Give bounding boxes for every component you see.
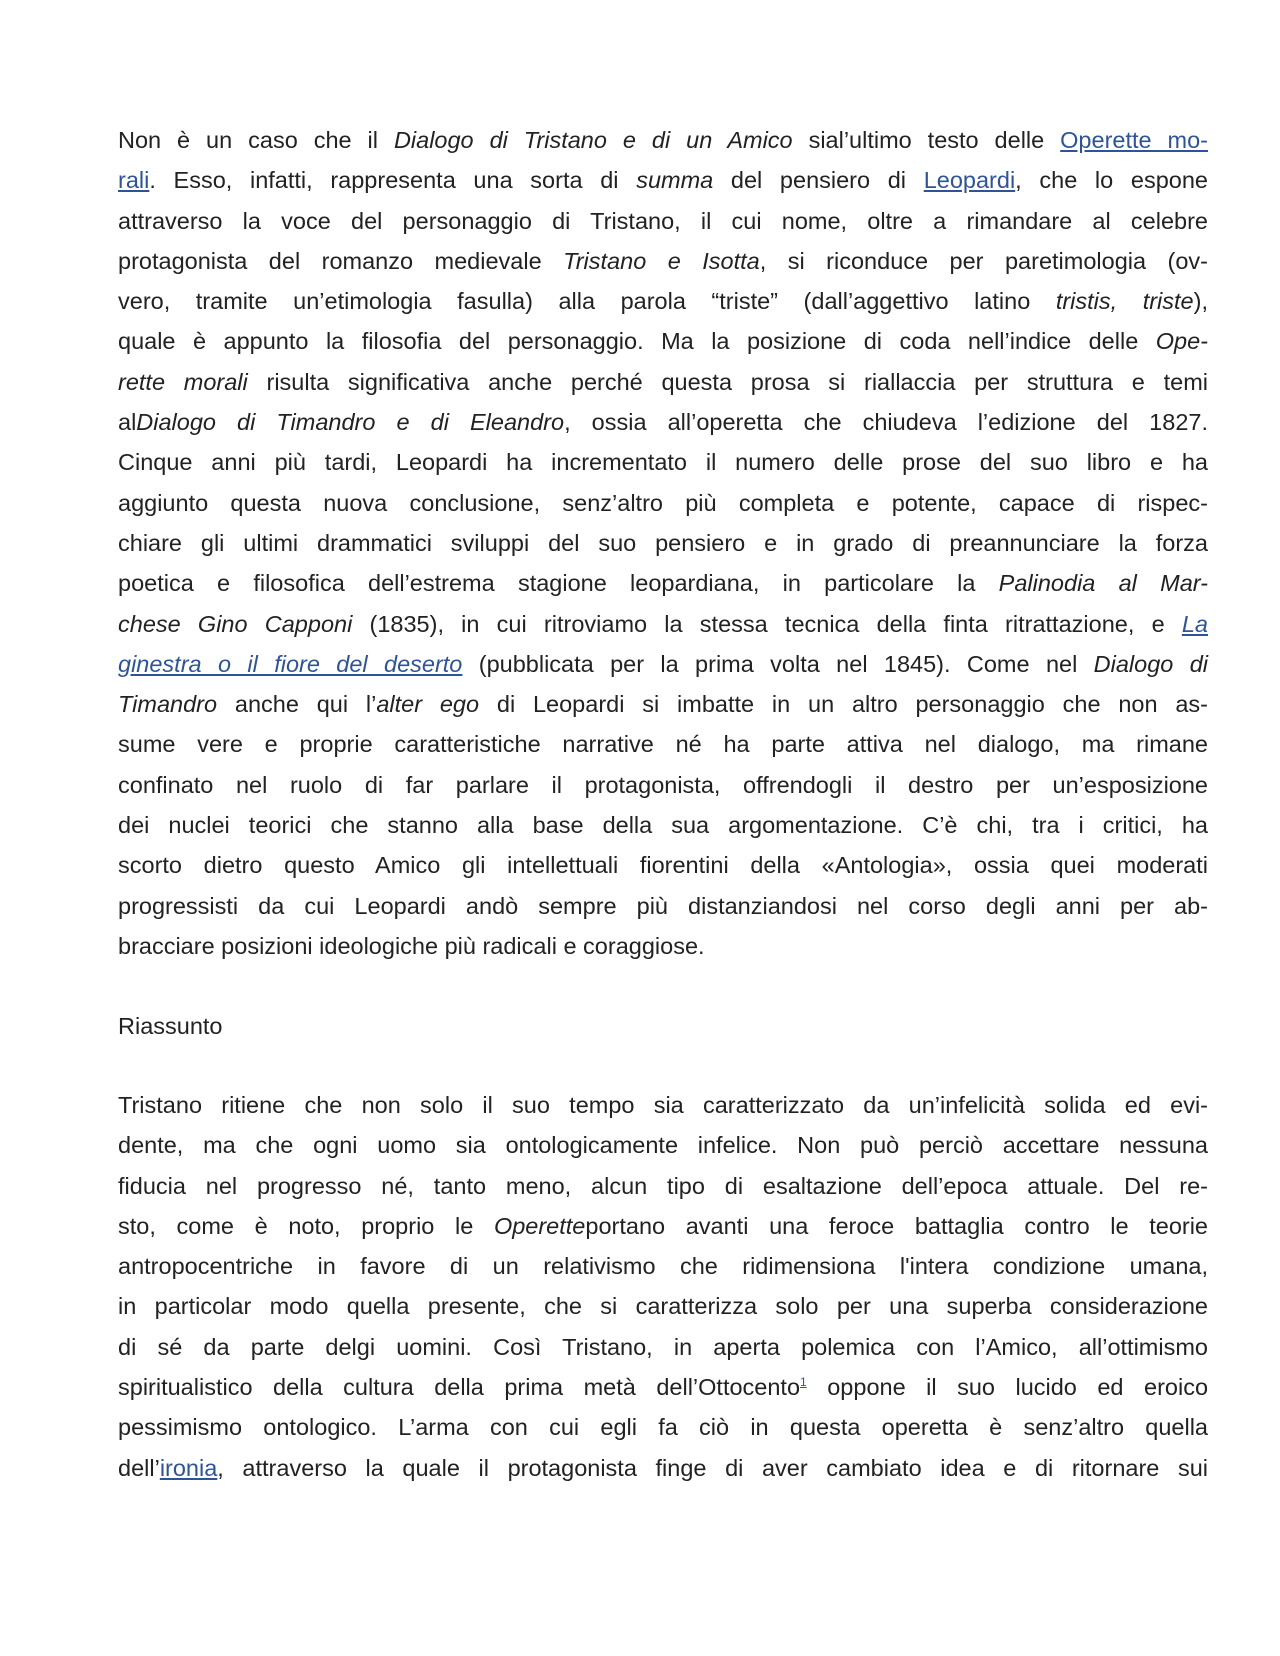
text-line: fiducia nel progresso né, tanto meno, alcun tipo di esaltazione dell’epoca attuale. Del re- bbox=[118, 1172, 1208, 1199]
text-line: dente, ma che ogni uomo sia ontologicamente infelice. Non può perciò accettare nessuna bbox=[118, 1132, 1208, 1159]
link-operette-morali[interactable]: Operette mo- bbox=[1060, 127, 1209, 153]
text-line: aggiunto questa nuova conclusione, senz’altro più completa e potente, capace di rispec- bbox=[118, 489, 1208, 516]
text-line: chiare gli ultimi drammatici sviluppi del suo pensiero e in grado di preannunciare la forza bbox=[118, 529, 1208, 556]
text-line: dei nuclei teorici che stanno alla base della sua argomentazione. C’è chi, tra i critici, ha bbox=[118, 812, 1208, 839]
text-line: pessimismo ontologico. L’arma con cui egli fa ciò in questa operetta è senz’altro quella bbox=[118, 1414, 1208, 1441]
text-line: attraverso la voce del personaggio di Tristano, il cui nome, oltre a rimandare al celebre bbox=[118, 207, 1208, 234]
text-line: in particolar modo quella presente, che si caratterizza solo per una superba considerazione bbox=[118, 1293, 1208, 1320]
text-line: Tristano ritiene che non solo il suo tempo sia caratterizzato da un’infelicità solida ed evi- bbox=[118, 1092, 1208, 1118]
link-operette-morali-cont[interactable]: rali bbox=[118, 167, 150, 194]
text-line: protagonista del romanzo medievale Tristano e Isotta, si riconduce per paretimologia (ov- bbox=[118, 247, 1208, 274]
paragraph-introduction bbox=[118, 120, 1208, 966]
section-heading-riassunto: Riassunto bbox=[118, 1013, 223, 1039]
text-line: ginestra o il fiore del deserto (pubblicata per la prima volta nel 1845). Come nel Dialogo di bbox=[118, 650, 1209, 677]
paragraph-riassunto bbox=[118, 1085, 1208, 1488]
text-line: rette morali risulta significativa anche perché questa prosa si riallaccia per struttura e temi bbox=[118, 368, 1208, 395]
text-line: antropocentriche in favore di un relativismo che ridimensiona l'intera condizione umana, bbox=[118, 1253, 1208, 1280]
link-la-ginestra[interactable]: La bbox=[1181, 610, 1208, 637]
text-line: confinato nel ruolo di far parlare il protagonista, offrendogli il destro per un’esposizione bbox=[118, 771, 1208, 798]
text-line: scorto dietro questo Amico gli intellettuali fiorentini della «Antologia», ossia quei moderati bbox=[118, 852, 1208, 879]
text-line: Non è un caso che il Dialogo di Tristano e di un Amico sial’ultimo testo delle Operette mo- bbox=[118, 127, 1209, 153]
link-leopardi[interactable]: Leopardi bbox=[923, 167, 1016, 194]
text-line-last: bracciare posizioni ideologiche più radicali e coraggiose. bbox=[118, 932, 705, 959]
text-line: dell’ironia, attraverso la quale il protagonista finge di aver cambiato idea e di ritornare sui bbox=[118, 1454, 1208, 1481]
text-line: poetica e filosofica dell’estrema stagione leopardiana, in particolare la Palinodia al Mar- bbox=[118, 570, 1209, 597]
text-line: chese Gino Capponi (1835), in cui ritroviamo la stessa tecnica della finta ritrattazione, e La bbox=[118, 610, 1208, 637]
link-la-ginestra-cont[interactable]: ginestra o il fiore del deserto bbox=[118, 650, 463, 677]
text-line: vero, tramite un’etimologia fasulla) alla parola “triste” (dall’aggettivo latino tristis, triste), bbox=[118, 288, 1208, 315]
text-line: Timandro anche qui l’alter ego di Leopardi si imbatte in un altro personaggio che non as- bbox=[118, 691, 1208, 718]
link-ironia[interactable]: ironia bbox=[159, 1454, 218, 1481]
text-line: quale è appunto la filosofia del personaggio. Ma la posizione di coda nell’indice delle Ope- bbox=[118, 328, 1208, 355]
text-line: alDialogo di Timandro e di Eleandro, ossia all’operetta che chiudeva l’edizione del 1827. bbox=[118, 409, 1208, 436]
text-line: sto, come è noto, proprio le Operetteportano avanti una feroce battaglia contro le teorie bbox=[118, 1212, 1209, 1239]
footnote-link-1[interactable]: 1 bbox=[800, 1375, 807, 1390]
text-line: spiritualistico della cultura della prima metà dell’Ottocento$^1$ oppone il suo lucido ed eroico bbox=[118, 1374, 1209, 1401]
footnote-ref-1 bbox=[800, 1375, 807, 1389]
text-line: sume vere e proprie caratteristiche narrative né ha parte attiva nel dialogo, ma rimane bbox=[118, 731, 1208, 758]
text-line: rali. Esso, infatti, rappresenta una sorta di summa del pensiero di Leopardi, che lo espone bbox=[118, 167, 1208, 194]
text-line: di sé da parte delgi uomini. Così Tristano, in aperta polemica con l’Amico, all’ottimismo bbox=[118, 1333, 1208, 1360]
text-line: progressisti da cui Leopardi andò sempre più distanziandosi nel corso degli anni per ab- bbox=[118, 892, 1208, 919]
title-dialogo-tristano: Dialogo di Tristano e di un Amico bbox=[393, 127, 793, 153]
text-line: Cinque anni più tardi, Leopardi ha incrementato il numero delle prose del suo libro e ha bbox=[118, 449, 1208, 476]
